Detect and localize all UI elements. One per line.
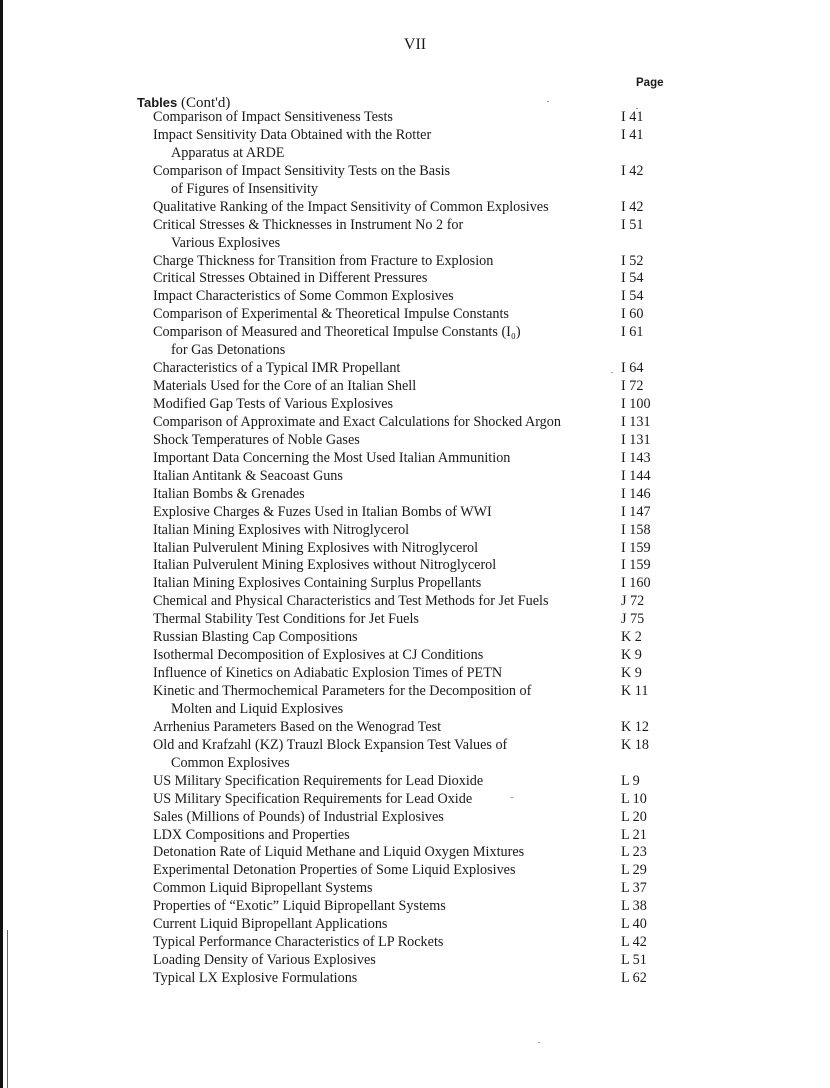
toc-entry [0,127,830,145]
toc-entry [0,916,830,934]
toc-entry-page: L 40 [621,916,647,933]
toc-entry [0,557,830,575]
section-heading-bold: Tables [137,95,178,110]
toc-entry-page: I 160 [621,575,651,592]
toc-entry-continuation [0,235,830,253]
toc-entry [0,844,830,862]
toc-entry-continuation [0,701,830,719]
toc-entry-title: Molten and Liquid Explosives [171,700,344,717]
toc-entry-page: I 131 [621,431,651,448]
toc-entry-title: for Gas Detonations [171,342,286,359]
toc-entry-title: Comparison of Approximate and Exact Calculations for Shocked Argon [153,413,561,430]
toc-entry [0,288,830,306]
toc-entry-title: Italian Mining Explosives with Nitroglycerol [153,521,410,538]
page-number: VII [403,36,427,53]
toc-entry-title: Thermal Stability Test Conditions for Jet Fuels [153,611,419,628]
toc-entry [0,737,830,755]
toc-entry-page: I 61 [621,324,644,341]
toc-entry [0,952,830,970]
toc-entry [0,593,830,611]
toc-entry [0,217,830,235]
table-of-contents [0,109,830,988]
scan-speck [538,1042,540,1043]
toc-entry [0,773,830,791]
toc-entry-page: I 147 [621,503,651,520]
toc-entry [0,934,830,952]
toc-entry-page: I 159 [621,539,651,556]
toc-entry [0,486,830,504]
toc-entry [0,683,830,701]
toc-entry-title: Explosive Charges & Fuzes Used in Italian Bombs of WWI [153,503,492,520]
toc-entry-title: US Military Specification Requirements for Lead Dioxide [153,772,484,789]
scan-speck [611,372,613,373]
toc-entry-title: Comparison of Impact Sensitiveness Tests [153,109,393,125]
toc-entry-title: Influence of Kinetics on Adiabatic Explosion Times of PETN [153,665,503,682]
toc-entry [0,109,830,127]
toc-entry-page: I 64 [621,360,644,377]
toc-entry-title: Comparison of Impact Sensitivity Tests on the Basis [153,162,451,179]
toc-entry [0,414,830,432]
toc-entry-page: I 100 [621,396,651,412]
toc-entry [0,898,830,916]
toc-entry-title: Old and Krafzahl (KZ) Trauzl Block Expansion Test Values of [153,736,508,753]
toc-entry-page: L 9 [621,772,640,789]
toc-entry-page: I 60 [621,306,644,323]
toc-entry-page: L 23 [621,844,647,861]
toc-entry-title: Shock Temperatures of Noble Gases [153,431,360,448]
toc-entry-page: I 131 [621,413,651,430]
toc-entry-title: Characteristics of a Typical IMR Propellant [153,360,401,377]
toc-entry-title: Impact Characteristics of Some Common Explosives [153,288,454,305]
toc-entry [0,719,830,737]
toc-entry-page: I 41 [621,126,644,143]
toc-entry [0,163,830,181]
toc-entry [0,665,830,683]
toc-entry-title: LDX Compositions and Properties [153,826,350,843]
toc-entry-title: Common Explosives [171,754,290,771]
toc-entry-title: Comparison of Measured and Theoretical Impulse Constants (I₀) [153,324,521,341]
toc-entry-page: J 75 [621,611,645,628]
scan-speck [547,101,549,102]
toc-entry-page: J 72 [621,593,645,610]
toc-entry-page: I 41 [621,109,644,125]
toc-entry-title: Russian Blasting Cap Compositions [153,629,358,646]
toc-entry [0,199,830,217]
toc-entry [0,629,830,647]
toc-entry-page: L 21 [621,826,647,843]
toc-entry-title: Detonation Rate of Liquid Methane and Liquid Oxygen Mixtures [153,844,525,861]
toc-entry [0,450,830,468]
toc-entry-title: Loading Density of Various Explosives [153,952,376,969]
toc-entry-title: Experimental Detonation Properties of Some Liquid Explosives [153,862,516,879]
toc-entry-page: L 20 [621,808,647,825]
toc-entry-title: Sales (Millions of Pounds) of Industrial Explosives [153,808,444,825]
toc-entry-title: US Military Specification Requirements for Lead Oxide [153,790,473,807]
toc-entry-title: Common Liquid Bipropellant Systems [153,880,373,897]
toc-entry-page: L 51 [621,952,647,969]
toc-entry-title: Apparatus at ARDE [171,144,285,161]
toc-entry [0,468,830,486]
toc-entry-title: of Figures of Insensitivity [171,180,318,197]
toc-entry-page: I 42 [621,198,644,215]
toc-entry-continuation [0,342,830,360]
toc-entry [0,862,830,880]
toc-entry-title: Various Explosives [171,234,281,251]
toc-entry-title: Italian Mining Explosives Containing Surplus Propellants [153,575,482,592]
toc-entry-page: I 159 [621,557,651,574]
toc-entry-title: Modified Gap Tests of Various Explosives [153,396,394,412]
toc-entry [0,970,830,988]
toc-entry-page: I 54 [621,288,644,305]
toc-entry [0,791,830,809]
toc-entry-title: Impact Sensitivity Data Obtained with the Rotter [153,126,432,143]
toc-entry-title: Kinetic and Thermochemical Parameters for the Decomposition of [153,683,532,699]
toc-entry [0,360,830,378]
toc-entry-continuation [0,755,830,773]
toc-entry-title: Isothermal Decomposition of Explosives at CJ Conditions [153,647,484,664]
toc-entry-continuation [0,145,830,163]
toc-entry-title: Important Data Concerning the Most Used Italian Ammunition [153,449,511,466]
section-heading-rest: (Cont'd) [177,95,231,111]
toc-entry [0,432,830,450]
toc-entry-title: Critical Stresses & Thicknesses in Instrument No 2 for [153,216,464,233]
toc-entry [0,324,830,342]
toc-entry-page: K 9 [621,647,642,664]
toc-entry [0,611,830,629]
scan-speck [511,797,513,798]
toc-entry [0,253,830,271]
toc-entry-page: K 2 [621,629,642,646]
toc-entry [0,827,830,845]
toc-entry-page: I 52 [621,252,644,269]
toc-entry-page: L 38 [621,898,647,915]
toc-entry-page: I 54 [621,270,644,287]
page-column-label: Page [636,77,664,89]
toc-entry-page: K 18 [621,736,649,753]
toc-entry-page: I 158 [621,521,651,538]
toc-entry [0,522,830,540]
toc-entry-title: Typical Performance Characteristics of LP Rockets [153,934,444,951]
toc-entry-title: Materials Used for the Core of an Italian Shell [153,378,417,395]
toc-entry [0,809,830,827]
toc-entry-continuation [0,181,830,199]
toc-entry-title: Comparison of Experimental & Theoretical Impulse Constants [153,306,509,323]
toc-entry-title: Italian Bombs & Grenades [153,485,305,502]
toc-entry-title: Italian Pulverulent Mining Explosives without Nitroglycerol [153,557,497,574]
toc-entry-page: L 62 [621,970,647,986]
toc-entry-title: Italian Antitank & Seacoast Guns [153,467,343,484]
toc-entry-page: I 51 [621,216,644,233]
toc-entry [0,647,830,665]
toc-entry-title: Current Liquid Bipropellant Applications [153,916,388,933]
toc-entry-page: L 29 [621,862,647,879]
toc-entry-page: I 143 [621,449,651,466]
toc-entry-page: I 144 [621,467,651,484]
toc-entry-page: L 37 [621,880,647,897]
toc-entry-title: Typical LX Explosive Formulations [153,970,358,986]
toc-entry [0,504,830,522]
toc-entry-page: I 72 [621,378,644,395]
toc-entry-title: Italian Pulverulent Mining Explosives with Nitroglycerol [153,539,479,556]
toc-entry-page: L 42 [621,934,647,951]
toc-entry-page: K 9 [621,665,642,682]
toc-entry-title: Arrhenius Parameters Based on the Wenograd Test [153,718,442,735]
toc-entry [0,540,830,558]
toc-entry-title: Properties of “Exotic” Liquid Bipropellant Systems [153,898,446,915]
scan-speck [636,108,638,109]
toc-entry-title: Critical Stresses Obtained in Different Pressures [153,270,428,287]
toc-entry-title: Qualitative Ranking of the Impact Sensitivity of Common Explosives [153,198,549,215]
toc-entry [0,306,830,324]
toc-entry-page: K 11 [621,683,649,699]
toc-entry [0,396,830,414]
toc-entry-title: Charge Thickness for Transition from Fracture to Explosion [153,252,494,269]
toc-entry-page: K 12 [621,718,649,735]
toc-entry-title: Chemical and Physical Characteristics and Test Methods for Jet Fuels [153,593,549,610]
toc-entry-page: I 42 [621,162,644,179]
toc-entry [0,378,830,396]
toc-entry [0,575,830,593]
toc-entry-page: L 10 [621,790,647,807]
toc-entry [0,880,830,898]
toc-entry [0,270,830,288]
toc-entry-page: I 146 [621,485,651,502]
